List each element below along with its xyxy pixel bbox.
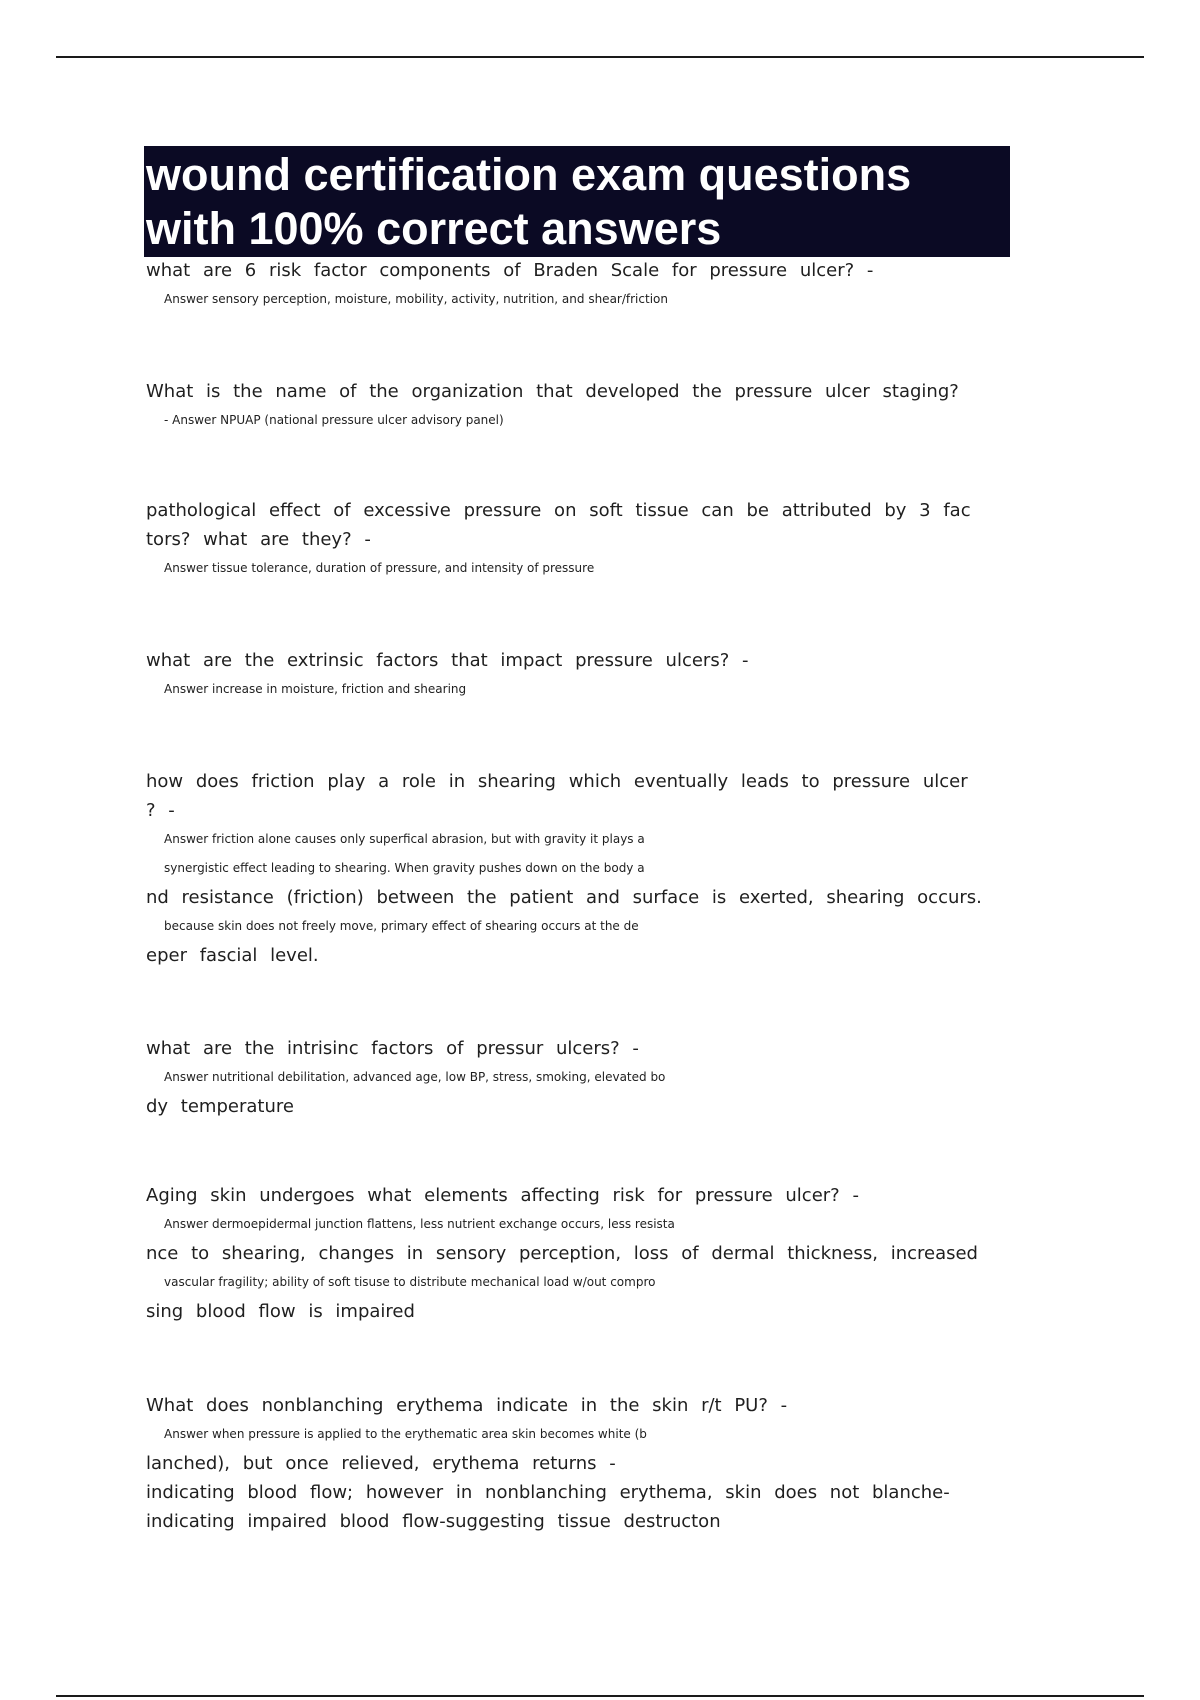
question-line: what are 6 risk factor components of Braden Scale for pressure ulcer? -: [146, 260, 874, 281]
question-line: What is the name of the organization that developed the pressure ulcer staging?: [146, 381, 959, 402]
answer-line: lanched), but once relieved, erythema returns -: [146, 1453, 616, 1474]
answer-line: vascular fragility; ability of soft tisuse to distribute mechanical load w/out compro: [164, 1275, 656, 1289]
question-line: what are the extrinsic factors that impact pressure ulcers? -: [146, 650, 749, 671]
answer-line: synergistic effect leading to shearing. When gravity pushes down on the body a: [164, 861, 645, 875]
answer-line: eper fascial level.: [146, 945, 319, 966]
qa-item: [146, 1181, 1054, 1326]
answer-line: Answer nutritional debilitation, advanced age, low BP, stress, smoking, elevated bo: [164, 1070, 666, 1084]
answer-line: sing blood flow is impaired: [146, 1301, 415, 1322]
answer-line: Answer increase in moisture, friction and shearing: [164, 682, 467, 696]
question-line: tors? what are they? -: [146, 529, 371, 550]
title-line: wound certification exam questions: [146, 149, 912, 200]
question-line: ? -: [146, 800, 175, 821]
qa-item: [146, 646, 1054, 704]
answer-line: Answer when pressure is applied to the erythematic area skin becomes white (b: [164, 1427, 647, 1441]
answer-line: dy temperature: [146, 1096, 294, 1117]
qa-item: [146, 1034, 1054, 1121]
question-line: pathological effect of excessive pressure on soft tissue can be attributed by 3 fac: [146, 500, 971, 521]
answer-line: Answer dermoepidermal junction flattens, less nutrient exchange occurs, less resista: [164, 1217, 675, 1231]
question-line: how does friction play a role in shearing which eventually leads to pressure ulcer: [146, 771, 968, 792]
question-line: What does nonblanching erythema indicate in the skin r/t PU? -: [146, 1395, 788, 1416]
qa-item: [146, 256, 1054, 314]
qa-item: [146, 496, 1054, 583]
answer-line: nd resistance (friction) between the patient and surface is exerted, shearing occurs.: [146, 887, 982, 908]
question-line: what are the intrisinc factors of pressur ulcers? -: [146, 1038, 639, 1059]
answer-line: - Answer NPUAP (national pressure ulcer advisory panel): [164, 413, 504, 427]
question-line: Aging skin undergoes what elements affecting risk for pressure ulcer? -: [146, 1185, 859, 1206]
title-line: with 100% correct answers: [146, 203, 722, 254]
top-rule: [56, 56, 1144, 58]
answer-line: indicating blood flow; however in nonblanching erythema, skin does not blanche-: [146, 1482, 950, 1503]
document-title: [144, 146, 1010, 257]
answer-line: because skin does not freely move, primary effect of shearing occurs at the de: [164, 919, 639, 933]
qa-item: [146, 377, 1054, 435]
bottom-rule: [56, 1695, 1144, 1697]
answer-line: Answer sensory perception, moisture, mobility, activity, nutrition, and shear/friction: [164, 292, 668, 306]
answer-line: indicating impaired blood flow-suggesting tissue destructon: [146, 1511, 721, 1532]
qa-item: [146, 767, 1054, 970]
answer-line: Answer friction alone causes only superfical abrasion, but with gravity it plays a: [164, 832, 645, 846]
qa-item: [146, 1391, 1054, 1536]
answer-line: Answer tissue tolerance, duration of pressure, and intensity of pressure: [164, 561, 595, 575]
answer-line: nce to shearing, changes in sensory perception, loss of dermal thickness, increased: [146, 1243, 978, 1264]
